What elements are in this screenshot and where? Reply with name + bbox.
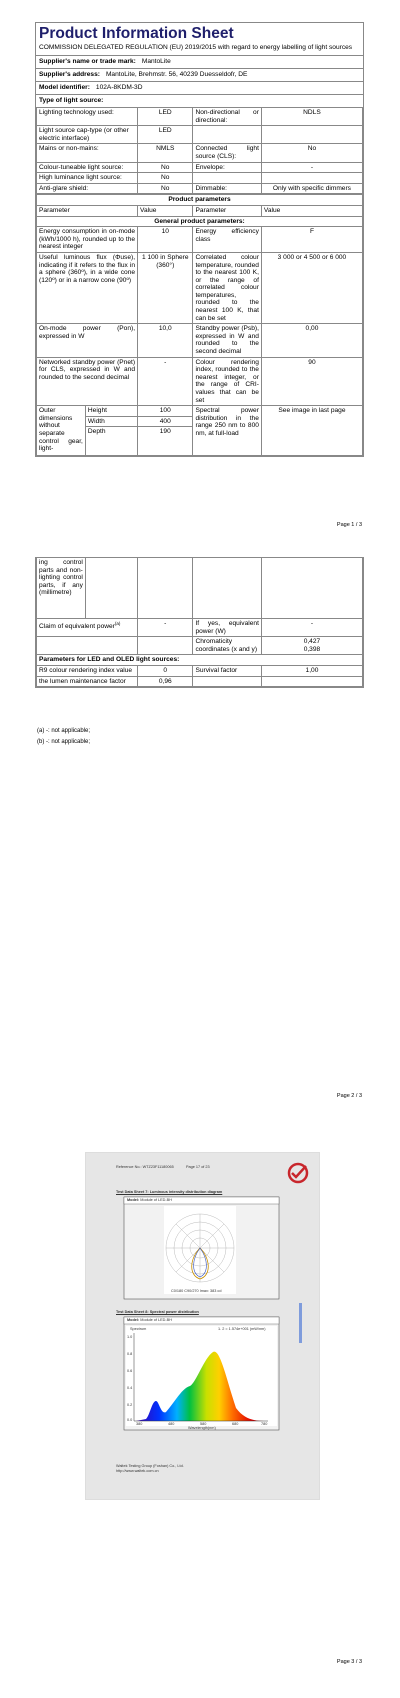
param-value: F (261, 227, 362, 253)
page-number: Page 1 / 3 (336, 522, 362, 528)
type-value (261, 126, 362, 144)
empty-cell (193, 676, 261, 687)
company-website: http://www.waltek.com.cn (116, 1469, 159, 1473)
type-value: Only with specific dimmers (261, 183, 362, 194)
spd-ytick: 0.8 (127, 1352, 133, 1356)
table-row (37, 324, 363, 357)
spd-ytick: 0.4 (127, 1386, 133, 1390)
regulation-text: COMMISSION DELEGATED REGULATION (EU) 2019/2015 with regard to energy labelling of light sources (39, 44, 353, 51)
param-label: Networked standby power (Pnet) for CLS, expressed in W and rounded to the second decimal (37, 357, 138, 406)
dimension-value: 400 (138, 416, 193, 427)
column-header: Parameter (193, 205, 261, 216)
param-label: Energy consumption in on-mode (kWh/1000 h), rounded up to the nearest integer (37, 227, 138, 253)
type-heading: Type of light source: (39, 97, 104, 104)
model-label: Model: (127, 1198, 140, 1202)
dimension-name: Height (85, 406, 137, 417)
table-row (37, 205, 363, 216)
type-value: No (261, 144, 362, 162)
sheet7-model (127, 1198, 172, 1202)
type-label: Lighting technology used: (37, 108, 138, 126)
param-value: 90 (261, 357, 362, 406)
table-row (37, 655, 363, 666)
spd-xtick: 480 (168, 1422, 175, 1426)
type-table (36, 107, 363, 194)
spd-ytick: 0.6 (127, 1369, 133, 1373)
footnote-ref: (a) (114, 621, 121, 626)
lumen-value: 0,96 (138, 676, 193, 687)
product-information-sheet (35, 22, 364, 457)
empty-cell (261, 558, 362, 619)
spd-xtick: 780 (261, 1422, 268, 1426)
type-label (193, 126, 261, 144)
empty-cell (85, 558, 137, 619)
sheet8-model (127, 1318, 172, 1322)
table-row (37, 173, 363, 184)
spd-ytick: 0.0 (127, 1418, 133, 1422)
supplier-address-label: Supplier's address: (39, 71, 100, 78)
equivalent-power-value: - (138, 619, 193, 637)
dimension-name: Depth (85, 427, 137, 456)
type-value (261, 173, 362, 184)
test-report-image (85, 1152, 320, 1500)
table-row (37, 357, 363, 406)
param-value: 1 100 in Sphere (360°) (138, 252, 193, 323)
page-2 (0, 545, 400, 1111)
page-number: Page 3 / 3 (336, 1659, 362, 1665)
table-row (37, 216, 363, 227)
survival-label: Survival factor (193, 665, 261, 676)
supplier-address: MantoLite, Brehmstr. 56, 40239 Duesseldofr, DE (105, 71, 248, 78)
footnote: (b) -: not applicable; (37, 739, 91, 745)
param-label: Colour rendering index, rounded to the nearest integer, or the range of CRI-values that can be set (193, 357, 261, 406)
table-row (37, 195, 363, 206)
chromaticity-label: Chromaticity coordinates (x and y) (193, 637, 261, 655)
param-value: 10 (138, 227, 193, 253)
spd-xtick: 680 (232, 1422, 239, 1426)
type-label: Connected light source (CLS): (193, 144, 261, 162)
company-name: Waltek Testing Group (Foshan) Co., Ltd. (116, 1464, 184, 1468)
column-header: Value (261, 205, 362, 216)
dimension-value: 190 (138, 427, 193, 456)
type-label: Non-directional or directional: (193, 108, 261, 126)
page-3 (0, 1111, 400, 1698)
type-heading-row (36, 94, 363, 107)
table-row (37, 144, 363, 162)
model-value: Module of LED-BH (140, 1198, 172, 1202)
param-label: Correlated colour temperature, rounded to the nearest 100 K, or the range of correlated colour temperatures, rounded to the nearest 100 K, that can be set (193, 252, 261, 323)
spd-value: See image in last page (261, 406, 362, 456)
table-row (37, 227, 363, 253)
empty-cell (37, 637, 138, 655)
type-label (193, 173, 261, 184)
spd-axis-title: Spectrum (130, 1327, 147, 1331)
type-label: Light source cap-type (or other electric interface) (37, 126, 138, 144)
type-value: NMLS (138, 144, 193, 162)
dimension-value: 100 (138, 406, 193, 417)
column-header: Value (138, 205, 193, 216)
chromaticity-x: 0,427 (303, 638, 321, 646)
r9-label: R9 colour rendering index value (37, 665, 138, 676)
type-value: LED (138, 108, 193, 126)
model-identifier: 102A-8KDM-3D (95, 84, 143, 91)
param-value: - (138, 357, 193, 406)
product-information-sheet-continued (35, 557, 364, 688)
type-label: Dimmable: (193, 183, 261, 194)
polar-diagram (164, 1206, 236, 1294)
waltek-logo (289, 1164, 307, 1182)
model-label: Model: (127, 1318, 140, 1322)
supplier-name-label: Supplier's name or trade mark: (39, 58, 136, 65)
type-label: Colour-tuneable light source: (37, 162, 138, 173)
table-row (37, 676, 363, 687)
supplier-name-row (36, 55, 363, 68)
param-label: On-mode power (Pon), expressed in W (37, 324, 138, 357)
dimension-name: Width (85, 416, 137, 427)
equivalent-yes-label: If yes, equivalent power (W) (193, 619, 261, 637)
survival-value: 1,00 (261, 665, 362, 676)
general-heading: General product parameters: (37, 216, 363, 227)
type-label: High luminance light source: (37, 173, 138, 184)
equivalent-yes-value: - (261, 619, 362, 637)
footnote: (a) -: not applicable; (37, 728, 91, 734)
dimensions-label: ing control parts and non-lighting control parts, if any (millimetre) (37, 558, 86, 619)
spd-ytick: 1.0 (127, 1335, 133, 1339)
param-value: 0,00 (261, 324, 362, 357)
table-row (37, 183, 363, 194)
params-table-continued (36, 557, 363, 687)
r9-value: 0 (138, 665, 193, 676)
table-row (37, 558, 363, 619)
spd-xlabel: Wavelength(nm) (188, 1426, 216, 1430)
param-label: Standby power (Psb), expressed in W and rounded to the second decimal (193, 324, 261, 357)
side-watermark (299, 1303, 302, 1343)
spd-ytick: 0.2 (127, 1403, 133, 1407)
page-number: Page 2 / 3 (336, 1093, 362, 1099)
sheet8-title: Test Data Sheet 8: Spectral power distribution (116, 1310, 199, 1314)
table-row (37, 619, 363, 637)
supplier-address-row (36, 68, 363, 81)
table-row (37, 162, 363, 173)
params-heading: Product parameters (37, 195, 363, 206)
table-row (37, 665, 363, 676)
lumen-label: the lumen maintenance factor (37, 676, 138, 687)
report-reference: Reference No.: WTZ23F11180065 (116, 1165, 174, 1169)
model-label: Model identifier: (39, 84, 90, 91)
type-label: Envelope: (193, 162, 261, 173)
report-page: Page 17 of 23 (186, 1165, 210, 1169)
spd-xtick: 580 (200, 1422, 207, 1426)
led-heading: Parameters for LED and OLED light sources: (37, 655, 363, 666)
equivalent-power-label (37, 619, 138, 637)
empty-cell (138, 637, 193, 655)
param-label: Energy efficiency class (193, 227, 261, 253)
spd-label: Spectral power distribution in the range 250 nm to 800 nm, at full-load (193, 406, 261, 456)
page-title: Product Information Sheet (39, 25, 234, 42)
spd-legend: 1. 2 = 1.574e+001 (mW/nm) (218, 1327, 266, 1331)
dimensions-label: Outer dimensions without separate control gear, light- (37, 406, 86, 456)
table-row (37, 252, 363, 323)
equivalent-power-text: Claim of equivalent power (39, 623, 115, 631)
page-1 (0, 0, 400, 545)
type-value: No (138, 183, 193, 194)
model-row (36, 81, 363, 94)
empty-cell (261, 676, 362, 687)
empty-cell (138, 558, 193, 619)
model-value: Module of LED-BH (140, 1318, 172, 1322)
chromaticity-y: 0,398 (303, 645, 321, 653)
table-row (37, 406, 363, 417)
empty-cell (193, 558, 261, 619)
param-value: 3 000 or 4 500 or 6 000 (261, 252, 362, 323)
type-label: Mains or non-mains: (37, 144, 138, 162)
spd-xtick: 380 (136, 1422, 143, 1426)
table-row (37, 637, 363, 655)
type-value: No (138, 162, 193, 173)
type-value: NDLS (261, 108, 362, 126)
polar-caption: C0/180 C90/270 Imax: 383 cd (171, 1289, 222, 1293)
type-value: LED (138, 126, 193, 144)
chromaticity-value (261, 637, 362, 655)
type-value: No (138, 173, 193, 184)
sheet7-title: Test Data Sheet 7: Luminous intensity distribution diagram (116, 1190, 223, 1194)
supplier-name: MantoLite (141, 58, 171, 65)
type-value: - (261, 162, 362, 173)
column-header: Parameter (37, 205, 138, 216)
param-value: 10,0 (138, 324, 193, 357)
params-table (36, 194, 363, 456)
table-row (37, 126, 363, 144)
table-row (37, 108, 363, 126)
param-label: Useful luminous flux (Φuse), indicating if it refers to the flux in a sphere (360º), in a wide cone (120º) or in a narrow cone (90º) (37, 252, 138, 323)
type-label: Anti-glare shield: (37, 183, 138, 194)
report-svg (86, 1153, 321, 1501)
